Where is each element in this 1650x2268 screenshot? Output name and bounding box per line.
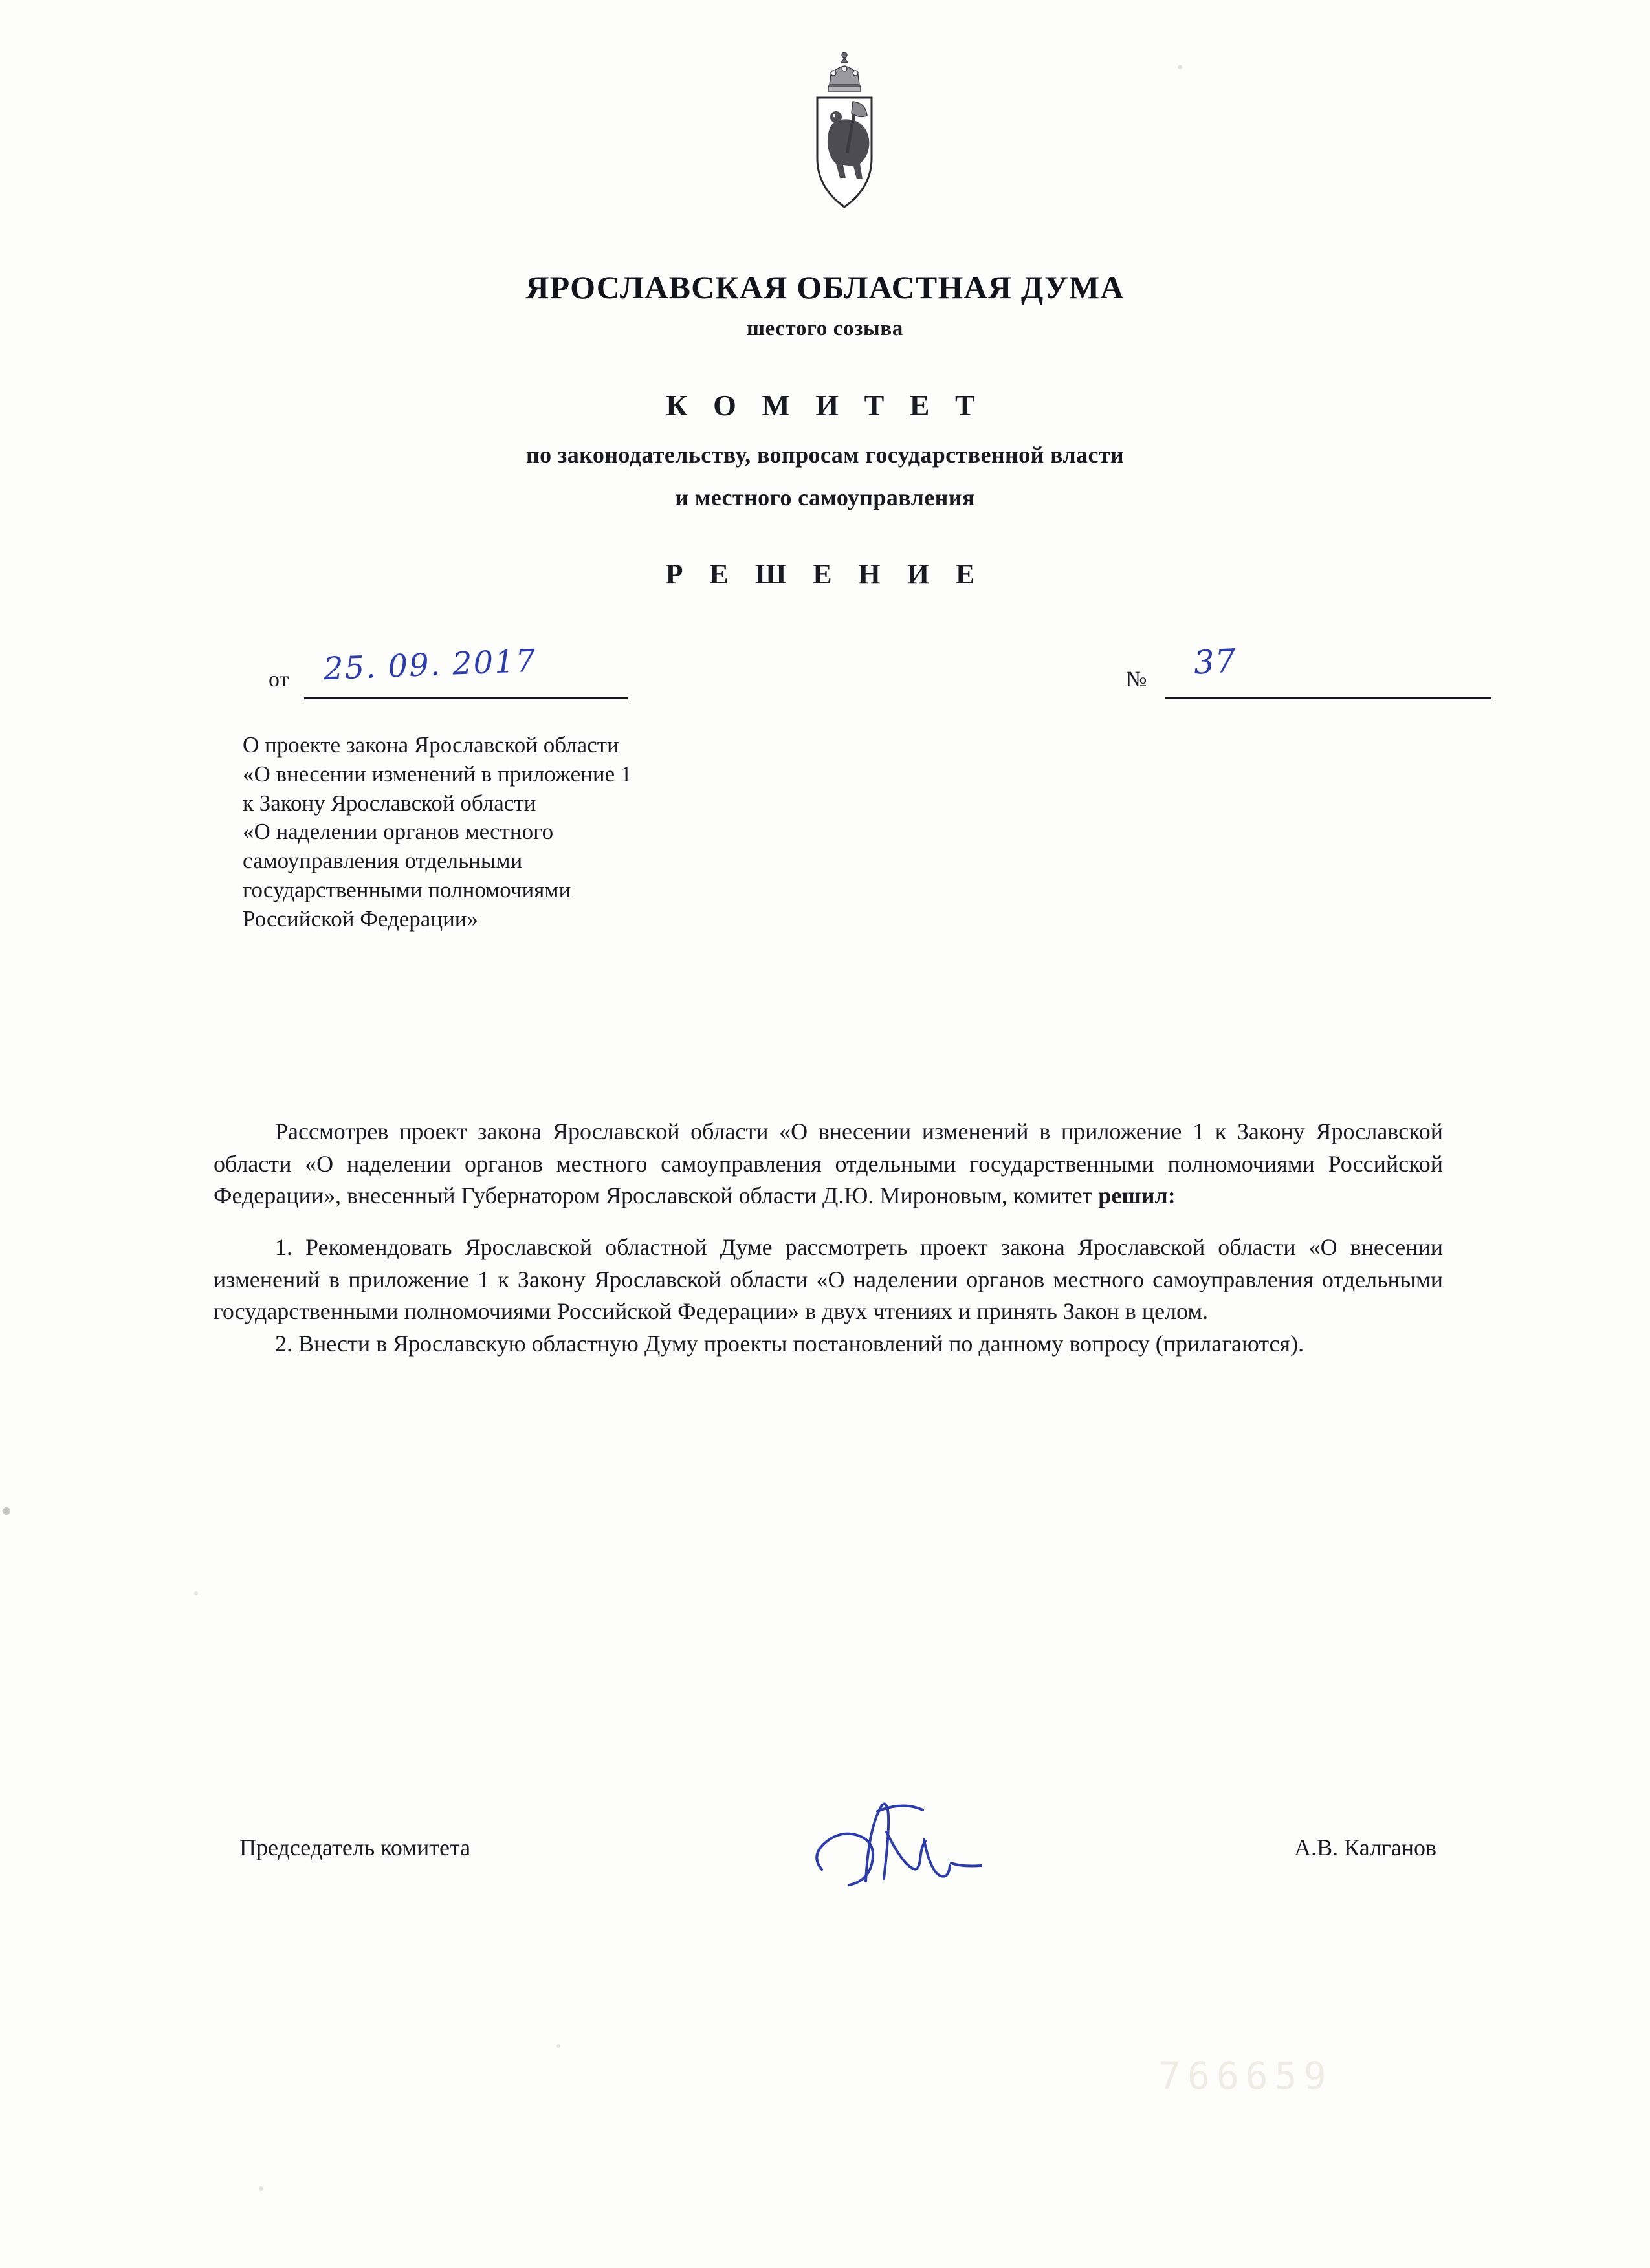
subject-line: «О внесении изменений в приложение 1 [243, 761, 632, 787]
subject-line: О проекте закона Ярославской области [243, 732, 619, 758]
committee-heading: К О М И Т Е Т [666, 389, 984, 422]
paper-speck [1178, 65, 1182, 69]
number-rule [1165, 697, 1491, 699]
number-label: № [1126, 668, 1147, 692]
document-type-heading: Р Е Ш Е Н И Е [665, 558, 985, 590]
date-label: от [269, 668, 289, 692]
paper-speck [556, 2044, 560, 2048]
signature-name: А.В. Калганов [1294, 1835, 1436, 1860]
subject-line: самоуправления отдельными [243, 848, 523, 874]
paragraph-intro [214, 1116, 1443, 1212]
coat-of-arms-icon [796, 49, 893, 217]
paragraph-item-1: 1. Рекомендовать Ярославской областной Думе рассмотреть проект закона Ярославской области «О внесении изменений в приложение 1 к Закону Ярославской области «О наделении органов местного самоуправления отдельными государственными полномочиями Российской Федерации» в двух чтениях и принять Закон в целом. [214, 1234, 1443, 1325]
page-edge-mark [3, 1507, 10, 1515]
date-rule [304, 697, 628, 699]
number-value-handwritten: 37 [1193, 642, 1238, 682]
subject-block [243, 731, 954, 934]
subject-line: «О наделении органов местного [243, 819, 554, 845]
organization-subtitle: шестого созыва [747, 317, 903, 340]
subject-line: Российской Федерации» [243, 906, 479, 932]
paper-speck [194, 1591, 198, 1595]
subject-line: к Закону Ярославской области [243, 790, 536, 816]
signature-role: Председатель комитета [239, 1835, 471, 1860]
intro-decision-word: решил: [1098, 1183, 1176, 1209]
subject-line: государственными полномочиями [243, 877, 571, 902]
handwritten-signature-icon [796, 1772, 1068, 1915]
organization-title: ЯРОСЛАВСКАЯ ОБЛАСТНАЯ ДУМА [525, 269, 1125, 305]
document-body [214, 1116, 1443, 1360]
date-value-handwritten: 25. 09. 2017 [323, 642, 538, 688]
paragraph-item-2: 2. Внести в Ярославскую областную Думу проекты постановлений по данному вопросу (прилагаются). [275, 1331, 1304, 1357]
committee-scope-line-1: по законодательству, вопросам государственной власти [525, 442, 1125, 468]
scan-watermark: 766659 [1158, 2054, 1333, 2098]
committee-scope-line-2: и местного самоуправления [675, 485, 975, 510]
intro-text: Рассмотрев проект закона Ярославской области «О внесении изменений в приложение 1 к Закону Ярославской области «О наделении органов местного самоуправления отдельными государственными полномочиями Российской Федерации», внесенный Губернатором Ярославской области Д.Ю. Мироновым, комитет [214, 1118, 1443, 1209]
paper-speck [259, 2186, 263, 2191]
